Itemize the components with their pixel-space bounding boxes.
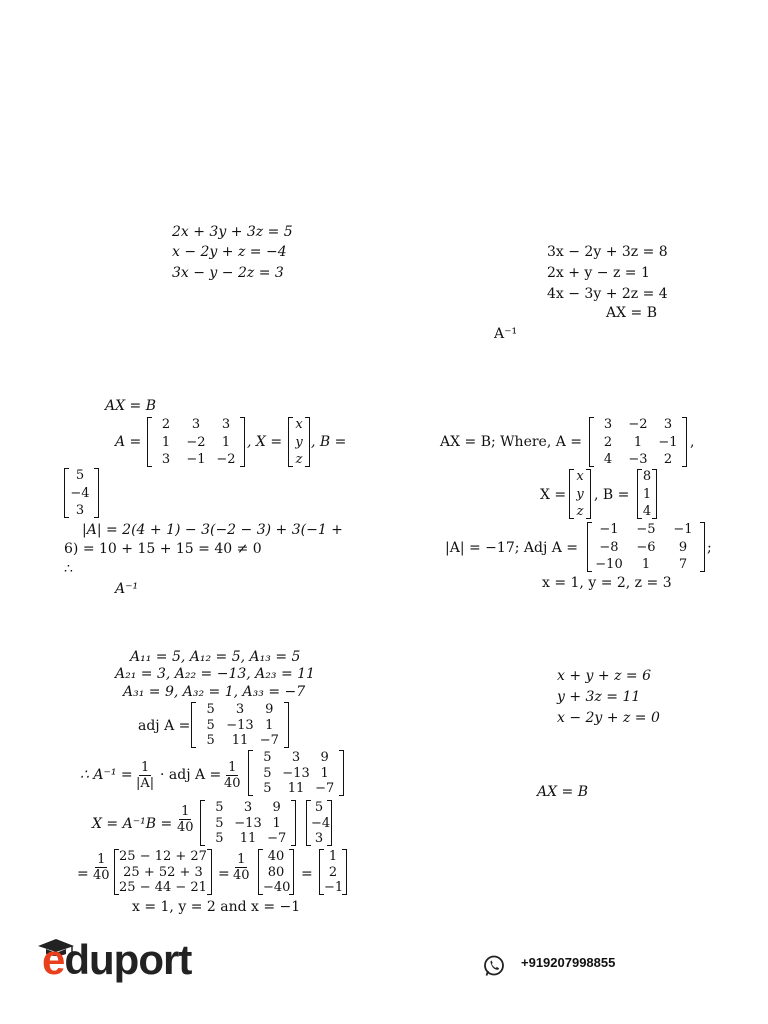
matrix-row [69, 503, 94, 518]
matrix-cell: −7 [259, 733, 279, 748]
matrix-row [594, 417, 682, 432]
phone-number: +919207998855 [521, 955, 616, 970]
matrix-cell: 25 − 12 + 27 [119, 849, 207, 864]
matrix-row [324, 865, 342, 880]
matrix-cell: 3 [291, 750, 301, 765]
result-matrix [258, 849, 294, 895]
whatsapp-icon [482, 954, 506, 978]
fraction-one-over-forty [224, 760, 241, 791]
matrix-cell: 4 [642, 504, 652, 519]
matrix-cell: 40 [267, 849, 285, 864]
x-label: , X = [247, 434, 283, 450]
matrix-cell: 3 [243, 800, 253, 815]
matrix-cell: −6 [636, 539, 656, 555]
matrix-cell: −2 [216, 452, 236, 467]
matrix-cell: 25 + 52 + 3 [123, 864, 203, 880]
matrix-cell: −13 [234, 815, 262, 831]
matrix-cell: z [295, 452, 303, 467]
matrix-cell: 3 [235, 702, 245, 717]
dot-adj-label: · adj A = [160, 767, 222, 783]
matrix-cell: 5 [215, 800, 224, 815]
denominator: 40 [177, 820, 194, 835]
a-label: A = [115, 434, 142, 450]
fraction-one-over-det [136, 760, 154, 791]
adj-matrix-right [587, 522, 705, 572]
equation-3: 3x − y − 2z = 3 [172, 265, 284, 281]
equation-2: x − 2y + z = −4 [172, 244, 287, 260]
matrix-cell: y [295, 434, 303, 450]
matrix-cell: 5 [206, 733, 215, 748]
matrix-cell: −10 [595, 557, 623, 572]
matrix-cell: 5 [263, 781, 272, 796]
denominator: 40 [233, 868, 250, 883]
matrix-cell: 3 [603, 417, 613, 432]
matrix-row [293, 452, 305, 467]
matrix-cell: −2 [186, 434, 206, 450]
matrix-cell: 11 [239, 831, 257, 846]
matrix-cell: −1 [599, 522, 619, 537]
matrix-row [642, 504, 652, 519]
matrix-row [253, 766, 339, 781]
matrix-row [594, 452, 682, 467]
matrix-row [152, 435, 240, 450]
matrix-row [196, 702, 284, 717]
equation-r2: 2x + y − z = 1 [547, 265, 650, 281]
matrix-cell: 1 [642, 486, 652, 502]
matrix-cell: 4 [603, 452, 613, 467]
matrix-cell: 1 [328, 849, 338, 864]
equation-s2: y + 3z = 11 [557, 689, 641, 705]
matrix-cell: −1 [186, 452, 206, 467]
where-label: AX = B; Where, A = [440, 434, 583, 450]
matrix-cell: 5 [206, 702, 215, 717]
inverse-label: A⁻¹ [494, 326, 518, 342]
matrix-row [592, 522, 700, 537]
equation-r3: 4x − 3y + 2z = 4 [547, 286, 668, 302]
denominator: 40 [93, 868, 110, 883]
numerator: 1 [181, 804, 190, 819]
matrix-row [594, 435, 682, 450]
matrix-row [196, 733, 284, 748]
matrix-cell: −7 [267, 831, 287, 846]
matrix-cell: 7 [678, 557, 688, 572]
equation-s1: x + y + z = 6 [557, 668, 651, 684]
matrix-cell: 25 − 44 − 21 [119, 880, 207, 895]
denominator: |A| [136, 776, 155, 791]
cofactors-row-2: A₂₁ = 3, A₂₂ = −13, A₂₃ = 11 [115, 666, 315, 682]
matrix-row [205, 800, 291, 815]
matrix-cell: −4 [70, 485, 90, 501]
matrix-cell: 5 [314, 800, 324, 815]
x-solution-formula: X = A⁻¹B = [92, 816, 173, 832]
matrix-row [592, 540, 700, 555]
matrix-cell: 5 [215, 831, 224, 846]
b-label: , B = [311, 434, 347, 450]
x-label-right: X = [540, 487, 567, 503]
denominator: 40 [224, 776, 241, 791]
matrix-cell: 11 [287, 781, 305, 796]
matrix-row [574, 487, 586, 502]
matrix-row [293, 435, 305, 450]
matrix-cell: −4 [311, 815, 331, 831]
answer-left: x = 1, y = 2 and x = −1 [132, 899, 301, 915]
matrix-row [263, 865, 289, 880]
adj-label: adj A = [138, 718, 191, 734]
matrix-cell: x [295, 417, 303, 432]
matrix-cell: −5 [636, 522, 656, 537]
matrix-cell: 1 [320, 765, 329, 781]
det-adj-label: |A| = −17; Adj A = [445, 540, 579, 556]
matrix-x [288, 417, 310, 467]
matrix-cell: −13 [226, 717, 254, 733]
matrix-cell: 5 [263, 750, 272, 765]
matrix-x-right [569, 469, 591, 519]
matrix-row [69, 468, 94, 483]
adj-matrix-3 [200, 800, 296, 846]
matrix-cell: 9 [678, 539, 688, 555]
matrix-cell: −3 [628, 452, 648, 467]
fraction-one-over-forty-3 [93, 852, 110, 883]
inverse-formula: ∴ A⁻¹ = [80, 767, 133, 783]
matrix-cell: 2 [663, 452, 673, 467]
brand-logo [42, 936, 191, 984]
matrix-row [152, 452, 240, 467]
equals-sign-2: = [218, 866, 230, 882]
matrix-cell: 5 [206, 717, 215, 733]
matrix-cell: 5 [215, 815, 224, 831]
adj-matrix [191, 702, 289, 748]
matrix-cell: 3 [663, 417, 673, 432]
matrix-row [293, 417, 305, 432]
matrix-cell: 2 [328, 864, 338, 880]
matrix-cell: −1 [673, 522, 693, 537]
matrix-cell: 2 [161, 417, 171, 432]
cofactors-row-1: A₁₁ = 5, A₁₂ = 5, A₁₃ = 5 [130, 649, 301, 665]
matrix-row [574, 504, 586, 519]
matrix-b-right [637, 469, 657, 519]
matrix-cell: −40 [263, 880, 291, 895]
matrix-cell: y [576, 486, 584, 502]
numerator: 1 [228, 760, 237, 775]
sum-matrix [114, 849, 212, 895]
matrix-row [119, 849, 207, 864]
matrix-cell: 5 [75, 468, 85, 483]
matrix-row [205, 816, 291, 831]
matrix-row [253, 750, 339, 765]
equals-sign-3: = [301, 866, 313, 882]
matrix-row [574, 469, 586, 484]
matrix-cell: 2 [603, 434, 613, 450]
matrix-row [642, 469, 652, 484]
numerator: 1 [97, 852, 106, 867]
matrix-row [152, 417, 240, 432]
final-matrix [319, 849, 347, 895]
matrix-cell: 3 [161, 452, 171, 467]
matrix-row [205, 831, 291, 846]
equals-sign: = [77, 866, 89, 882]
matrix-cell: −1 [658, 434, 678, 450]
matrix-row [642, 487, 652, 502]
matrix-row [324, 880, 342, 895]
determinant-line-1: |A| = 2(4 + 1) − 3(−2 − 3) + 3(−1 + [82, 522, 343, 538]
matrix-cell: 3 [191, 417, 201, 432]
fraction-one-over-forty-4 [233, 852, 250, 883]
matrix-cell: 9 [272, 800, 281, 815]
matrix-cell: 9 [320, 750, 329, 765]
answer-right: x = 1, y = 2, z = 3 [542, 575, 672, 591]
matrix-cell: 5 [263, 765, 272, 781]
equation-1: 2x + 3y + 3z = 5 [172, 224, 293, 240]
matrix-row [311, 831, 327, 846]
matrix-row [263, 849, 289, 864]
matrix-cell: 3 [75, 503, 85, 518]
comma: , [690, 434, 695, 450]
matrix-equation: AX = B [606, 305, 657, 321]
brand-first-letter: e [42, 936, 65, 983]
matrix-cell: −1 [324, 880, 344, 895]
matrix-cell: z [576, 504, 584, 519]
matrix-cell: 1 [641, 557, 651, 572]
determinant-line-2: 6) = 10 + 15 + 15 = 40 ≠ 0 [64, 541, 262, 557]
matrix-cell: 1 [272, 815, 281, 831]
matrix-equation-right-2: AX = B [537, 784, 588, 800]
semicolon: ; [707, 540, 712, 556]
matrix-cell: 1 [265, 717, 274, 733]
fraction-one-over-forty-2 [177, 804, 194, 835]
matrix-cell: 11 [231, 733, 249, 748]
numerator: 1 [140, 760, 150, 775]
matrix-cell: x [576, 469, 584, 484]
matrix-a-right [589, 417, 687, 467]
matrix-b-2 [306, 800, 332, 846]
equation-s3: x − 2y + z = 0 [557, 710, 660, 726]
matrix-row [119, 865, 207, 880]
matrix-cell: −7 [315, 781, 335, 796]
matrix-b [64, 468, 99, 518]
matrix-cell: −13 [282, 765, 310, 781]
matrix-cell: 1 [221, 434, 231, 450]
matrix-row [311, 815, 331, 831]
matrix-cell: −8 [599, 539, 619, 555]
matrix-cell: 80 [267, 864, 285, 880]
matrix-cell: 3 [314, 831, 324, 846]
matrix-row [196, 718, 284, 733]
equation-r1: 3x − 2y + 3z = 8 [547, 244, 668, 260]
matrix-row [592, 557, 700, 572]
matrix-equation-left: AX = B [105, 398, 156, 414]
matrix-cell: 9 [265, 702, 274, 717]
adj-matrix-2 [248, 750, 344, 796]
matrix-row [253, 781, 339, 796]
brand-rest: duport [64, 936, 192, 983]
numerator: 1 [237, 852, 246, 867]
matrix-cell: −2 [628, 417, 648, 432]
inverse-label-left: A⁻¹ [115, 581, 139, 597]
matrix-cell: 1 [161, 434, 171, 450]
cofactors-row-3: A₃₁ = 9, A₃₂ = 1, A₃₃ = −7 [123, 684, 306, 700]
matrix-row [263, 880, 289, 895]
matrix-cell: 3 [221, 417, 231, 432]
matrix-row [69, 486, 94, 501]
matrix-row [119, 880, 207, 895]
matrix-cell: 1 [633, 434, 643, 450]
therefore-symbol: ∴ [64, 561, 73, 577]
matrix-row [311, 800, 327, 815]
b-label-right: , B = [594, 487, 630, 503]
matrix-a [147, 417, 245, 467]
matrix-row [324, 849, 342, 864]
matrix-cell: 8 [642, 469, 652, 484]
